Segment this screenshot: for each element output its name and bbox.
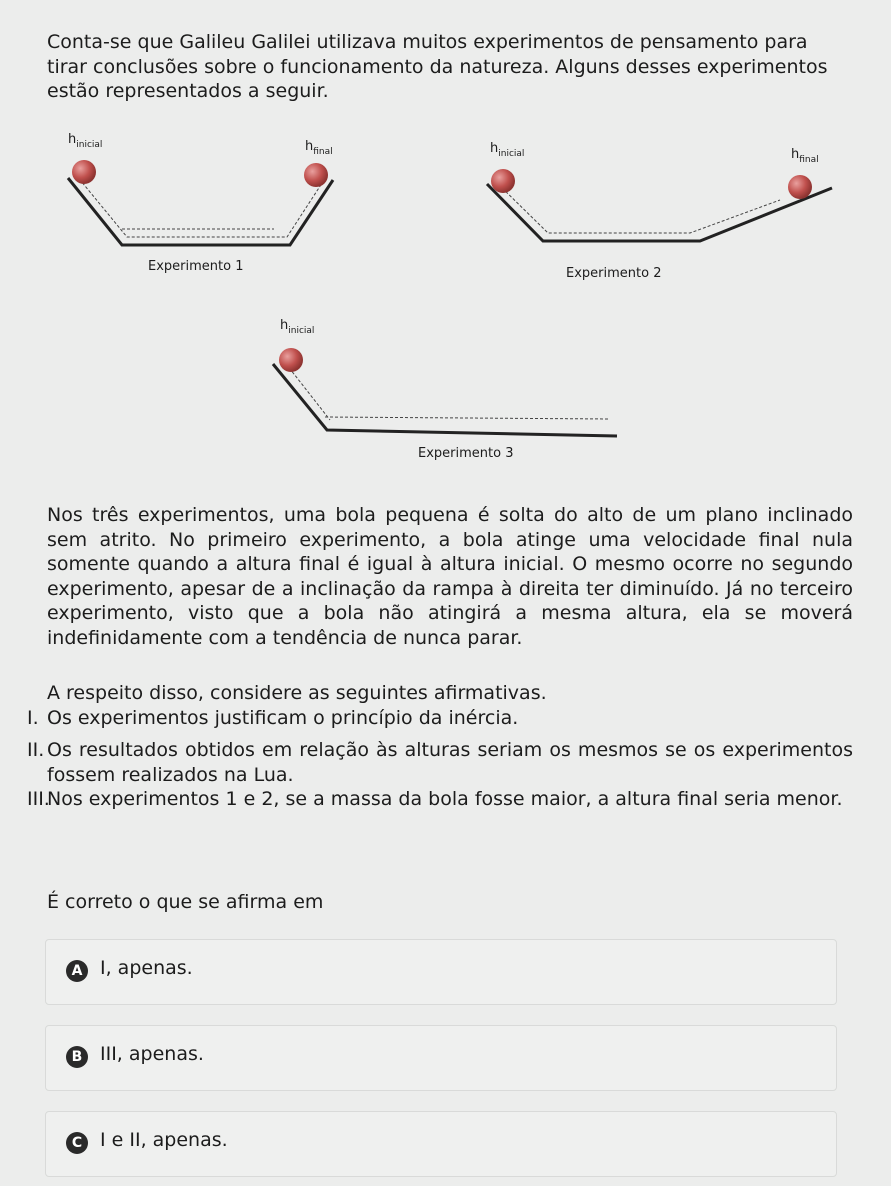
- option-a-text: I, apenas.: [100, 957, 193, 979]
- option-b[interactable]: [45, 1025, 837, 1091]
- h-inicial-label-2: $h_{inicial}$: [490, 141, 525, 159]
- option-a-letter: A: [66, 960, 88, 982]
- question-text: É correto o que se afirma em: [47, 891, 324, 913]
- intro-text: Conta-se que Galileu Galilei utilizava muitos experimentos de pensamento para tirar conclusões sobre o funcionamento da natureza. Alguns desses experimentos estão representados a seguir.: [47, 31, 828, 102]
- experiments-figure: [0, 0, 891, 470]
- option-c-text: I e II, apenas.: [100, 1129, 228, 1151]
- statement-1-text: Os experimentos justificam o princípio da inércia.: [47, 707, 519, 729]
- experiment-3-label: Experimento 3: [418, 446, 514, 461]
- option-c-letter: C: [66, 1132, 88, 1154]
- experiment-3-diagram: [273, 318, 617, 461]
- statement-3-text: Nos experimentos 1 e 2, se a massa da bola fosse maior, a altura final seria menor.: [47, 788, 843, 810]
- ball-exp3-start: [279, 348, 303, 372]
- h-final-label-2: $h_{final}$: [791, 147, 819, 165]
- statement-2: [27, 738, 853, 787]
- experiment-1-diagram: [68, 132, 333, 274]
- statement-3-number: III.: [27, 788, 50, 810]
- statement-1: [27, 706, 853, 731]
- option-b-text: III, apenas.: [100, 1043, 204, 1065]
- h-inicial-label-3: $h_{inicial}$: [280, 318, 315, 336]
- h-inicial-label-1: $h_{inicial}$: [68, 132, 103, 150]
- experiment-2-diagram: [487, 141, 832, 281]
- statements-intro: A respeito disso, considere as seguintes afirmativas.: [47, 682, 547, 704]
- ball-exp2-end: [788, 175, 812, 199]
- statement-2-text: Os resultados obtidos em relação às alturas seriam os mesmos se os experimentos fossem realizados na Lua.: [47, 739, 853, 786]
- experiment-2-label: Experimento 2: [566, 266, 662, 281]
- statement-1-number: I.: [27, 707, 39, 729]
- option-a[interactable]: [45, 939, 837, 1005]
- statement-2-number: II.: [27, 739, 45, 761]
- option-c[interactable]: [45, 1111, 837, 1177]
- ball-exp2-start: [491, 169, 515, 193]
- option-b-letter: B: [66, 1046, 88, 1068]
- h-final-label-1: $h_{final}$: [305, 139, 333, 157]
- body-text: Nos três experimentos, uma bola pequena é solta do alto de um plano inclinado sem atrito. No primeiro experimento, a bola atinge uma velocidade final nula somente quando a altura final é igual à altura inicial. O mesmo ocorre no segundo experimento, apesar de a inclinação da rampa à direita ter diminuído. Já no terceiro experimento, visto que a bola não atingirá a mesma altura, ela se moverá indefinidamente com a tendência de nunca parar.: [47, 504, 853, 649]
- statement-3: [27, 787, 853, 812]
- ball-exp1-start: [72, 160, 96, 184]
- experiment-1-label: Experimento 1: [148, 259, 244, 274]
- ball-exp1-end: [304, 163, 328, 187]
